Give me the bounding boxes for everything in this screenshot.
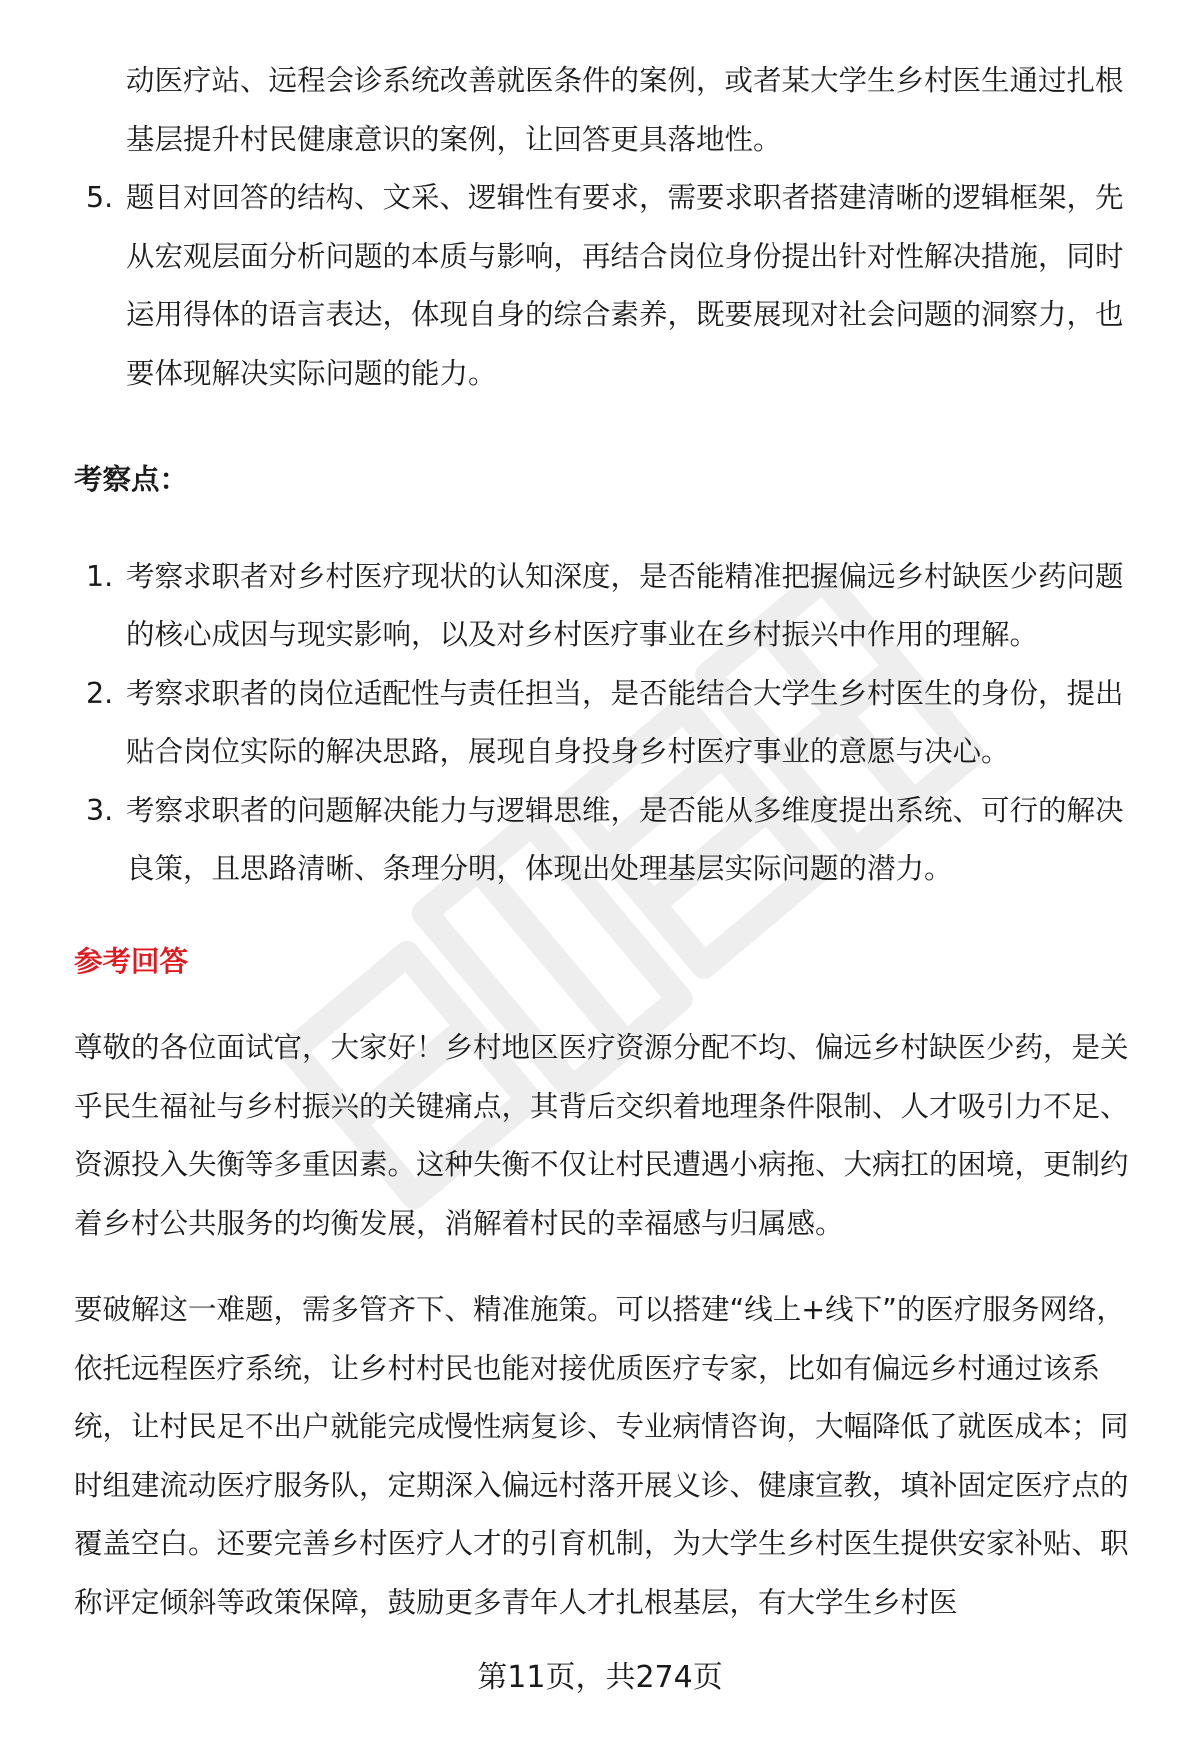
- points-list: [74, 548, 1144, 899]
- list-number: 1.: [86, 559, 114, 593]
- section-heading-points: 考察点：: [74, 463, 189, 496]
- page-number: 第11页，共274页: [477, 1660, 723, 1695]
- document-body: [74, 52, 1144, 1632]
- answer-paragraph-2: 要破解这一难题，需多管齐下、精准施策。可以搭建“线上+线下”的医疗服务网络，依托远程医疗系统，让乡村村民也能对接优质医疗专家，比如有偏远乡村通过该系统，让村民足不出户就能完成慢性病复诊、专业病情咨询，大幅降低了就医成本；同时组建流动医疗服务队，定期深入偏远村落开展义诊、健康宣教，填补固定医疗点的覆盖空白。还要完善乡村医疗人才的引育机制，为大学生乡村医生提供安家补贴、职称评定倾斜等政策保障，鼓励更多青年人才扎根基层，有大学生乡村医: [74, 1293, 1129, 1619]
- list-number: 3.: [86, 793, 114, 827]
- list-item: [74, 782, 1144, 899]
- requirement-list-tail: [74, 169, 1144, 403]
- list-number: 2.: [86, 676, 114, 710]
- list-item-text: 题目对回答的结构、文采、逻辑性有要求，需要求职者搭建清晰的逻辑框架，先从宏观层面分析问题的本质与影响，再结合岗位身份提出针对性解决措施，同时运用得体的语言表达，体现自身的综合素养，既要展现对社会问题的洞察力，也要体现解决实际问题的能力。: [126, 181, 1124, 390]
- list-item: [74, 665, 1144, 782]
- list-item: [74, 548, 1144, 665]
- list-number: 5.: [86, 181, 114, 214]
- list-item-text: 考察求职者的问题解决能力与逻辑思维，是否能从多维度提出系统、可行的解决良策，且思路清晰、条理分明，体现出处理基层实际问题的潜力。: [126, 793, 1124, 885]
- section-heading-answer: 参考回答: [74, 944, 189, 978]
- continuation-paragraph: 动医疗站、远程会诊系统改善就医条件的案例，或者某大学生乡村医生通过扎根基层提升村民健康意识的案例，让回答更具落地性。: [126, 64, 1124, 156]
- list-item-text: 考察求职者对乡村医疗现状的认知深度，是否能精准把握偏远乡村缺医少药问题的核心成因与现实影响，以及对乡村医疗事业在乡村振兴中作用的理解。: [126, 559, 1124, 651]
- list-item: [74, 169, 1144, 403]
- list-item-text: 考察求职者的岗位适配性与责任担当，是否能结合大学生乡村医生的身份，提出贴合岗位实际的解决思路，展现自身投身乡村医疗事业的意愿与决心。: [126, 676, 1124, 768]
- answer-paragraph-1: 尊敬的各位面试官，大家好！乡村地区医疗资源分配不均、偏远乡村缺医少药，是关乎民生福祉与乡村振兴的关键痛点，其背后交织着地理条件限制、人才吸引力不足、资源投入失衡等多重因素。这种失衡不仅让村民遭遇小病拖、大病扛的困境，更制约着乡村公共服务的均衡发展，消解着村民的幸福感与归属感。: [74, 1031, 1129, 1240]
